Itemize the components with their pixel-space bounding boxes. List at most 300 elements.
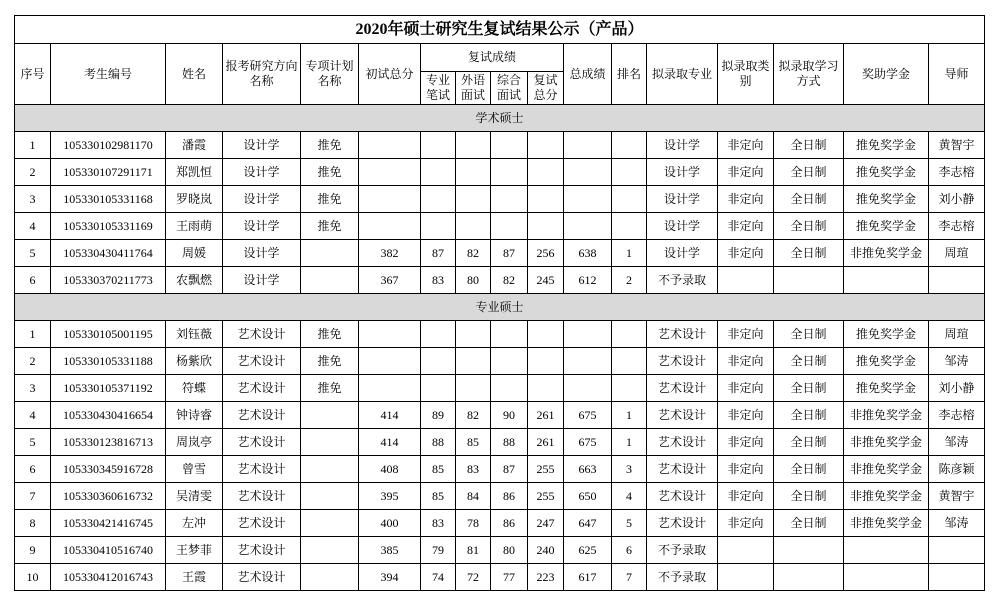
- cell-admit-major: 艺术设计: [647, 375, 718, 402]
- cell-comprehensive: 86: [491, 510, 528, 537]
- cell-tutor: 李志榕: [929, 402, 985, 429]
- cell-direction: 艺术设计: [223, 375, 301, 402]
- cell-tutor: 邹涛: [929, 510, 985, 537]
- cell-retest-total: 255: [528, 456, 564, 483]
- cell-direction: 艺术设计: [223, 321, 301, 348]
- header-initial-total: 初试总分: [359, 44, 421, 105]
- cell-initial-total: [359, 159, 421, 186]
- cell-exam-id: 105330102981170: [51, 132, 166, 159]
- cell-comprehensive: [491, 159, 528, 186]
- table-row: [15, 159, 985, 186]
- cell-admit-category: 非定向: [718, 456, 774, 483]
- cell-comprehensive: 77: [491, 564, 528, 591]
- cell-name: 吴清雯: [166, 483, 223, 510]
- cell-exam-id: 105330105331168: [51, 186, 166, 213]
- cell-exam-id: 105330360616732: [51, 483, 166, 510]
- cell-retest-total: [528, 321, 564, 348]
- cell-initial-total: 385: [359, 537, 421, 564]
- cell-rank: 2: [612, 267, 647, 294]
- cell-foreign: 85: [456, 429, 491, 456]
- cell-total: [564, 213, 612, 240]
- table-row: [15, 240, 985, 267]
- header-rank: 排名: [612, 44, 647, 105]
- cell-written: 89: [421, 402, 456, 429]
- cell-tutor: 周瑄: [929, 321, 985, 348]
- cell-admit-major: 不予录取: [647, 564, 718, 591]
- cell-foreign: 81: [456, 537, 491, 564]
- cell-scholarship: [844, 537, 929, 564]
- cell-retest-total: 247: [528, 510, 564, 537]
- table-row: [15, 429, 985, 456]
- cell-initial-total: 414: [359, 402, 421, 429]
- cell-study-mode: 全日制: [774, 321, 844, 348]
- cell-study-mode: [774, 537, 844, 564]
- cell-retest-total: [528, 159, 564, 186]
- cell-special-plan: [301, 564, 359, 591]
- table-row: [15, 564, 985, 591]
- header-special-plan: 专项计划名称: [301, 44, 359, 105]
- header-scholarship: 奖助学金: [844, 44, 929, 105]
- cell-tutor: 黄智宇: [929, 483, 985, 510]
- cell-written: 85: [421, 483, 456, 510]
- table-row: [15, 132, 985, 159]
- cell-seq: 1: [15, 321, 51, 348]
- cell-admit-category: 非定向: [718, 213, 774, 240]
- cell-scholarship: [844, 564, 929, 591]
- cell-exam-id: 105330370211773: [51, 267, 166, 294]
- cell-scholarship: 推免奖学金: [844, 186, 929, 213]
- cell-special-plan: 推免: [301, 375, 359, 402]
- cell-admit-category: 非定向: [718, 186, 774, 213]
- header-name: 姓名: [166, 44, 223, 105]
- table-row: [15, 348, 985, 375]
- table-row: [15, 510, 985, 537]
- cell-tutor: 周瑄: [929, 240, 985, 267]
- cell-scholarship: 推免奖学金: [844, 159, 929, 186]
- cell-direction: 艺术设计: [223, 510, 301, 537]
- cell-scholarship: 推免奖学金: [844, 348, 929, 375]
- header-retest-group: 复试成绩: [421, 44, 564, 72]
- cell-comprehensive: [491, 321, 528, 348]
- cell-initial-total: 367: [359, 267, 421, 294]
- table-row: [15, 267, 985, 294]
- table-row: [15, 375, 985, 402]
- cell-direction: 艺术设计: [223, 483, 301, 510]
- cell-total: [564, 132, 612, 159]
- cell-foreign: [456, 159, 491, 186]
- header-study-mode: 拟录取学习方式: [774, 44, 844, 105]
- cell-comprehensive: 90: [491, 402, 528, 429]
- cell-retest-total: 261: [528, 402, 564, 429]
- cell-tutor: 李志榕: [929, 159, 985, 186]
- cell-study-mode: [774, 564, 844, 591]
- cell-seq: 5: [15, 429, 51, 456]
- cell-direction: 设计学: [223, 186, 301, 213]
- cell-retest-total: 261: [528, 429, 564, 456]
- cell-study-mode: 全日制: [774, 483, 844, 510]
- cell-comprehensive: 87: [491, 240, 528, 267]
- cell-exam-id: 105330105331169: [51, 213, 166, 240]
- cell-admit-category: 非定向: [718, 429, 774, 456]
- cell-written: 83: [421, 267, 456, 294]
- cell-special-plan: [301, 267, 359, 294]
- cell-special-plan: [301, 537, 359, 564]
- cell-retest-total: [528, 186, 564, 213]
- cell-rank: 5: [612, 510, 647, 537]
- cell-rank: [612, 159, 647, 186]
- cell-exam-id: 105330430411764: [51, 240, 166, 267]
- cell-total: [564, 348, 612, 375]
- table-body: [15, 105, 985, 591]
- cell-admit-major: 艺术设计: [647, 456, 718, 483]
- cell-tutor: 邹涛: [929, 348, 985, 375]
- cell-tutor: 邹涛: [929, 429, 985, 456]
- cell-study-mode: 全日制: [774, 159, 844, 186]
- cell-study-mode: 全日制: [774, 186, 844, 213]
- cell-name: 周媛: [166, 240, 223, 267]
- cell-special-plan: [301, 483, 359, 510]
- cell-name: 钟诗睿: [166, 402, 223, 429]
- cell-study-mode: [774, 267, 844, 294]
- cell-comprehensive: 87: [491, 456, 528, 483]
- cell-foreign: [456, 375, 491, 402]
- cell-total: 638: [564, 240, 612, 267]
- cell-rank: 3: [612, 456, 647, 483]
- results-table: [14, 15, 985, 591]
- cell-foreign: [456, 186, 491, 213]
- cell-comprehensive: [491, 213, 528, 240]
- cell-seq: 7: [15, 483, 51, 510]
- title-row: [15, 16, 985, 44]
- cell-scholarship: 非推免奖学金: [844, 483, 929, 510]
- header-seq: 序号: [15, 44, 51, 105]
- cell-retest-total: [528, 348, 564, 375]
- cell-tutor: [929, 267, 985, 294]
- cell-direction: 设计学: [223, 240, 301, 267]
- cell-written: 87: [421, 240, 456, 267]
- cell-initial-total: [359, 348, 421, 375]
- cell-study-mode: 全日制: [774, 402, 844, 429]
- cell-written: 85: [421, 456, 456, 483]
- table-row: [15, 402, 985, 429]
- cell-exam-id: 105330105371192: [51, 375, 166, 402]
- cell-direction: 艺术设计: [223, 429, 301, 456]
- cell-name: 罗晓岚: [166, 186, 223, 213]
- cell-admit-major: 设计学: [647, 240, 718, 267]
- cell-foreign: [456, 213, 491, 240]
- cell-seq: 9: [15, 537, 51, 564]
- cell-admit-category: [718, 537, 774, 564]
- cell-admit-major: 艺术设计: [647, 483, 718, 510]
- cell-foreign: [456, 132, 491, 159]
- cell-exam-id: 105330412016743: [51, 564, 166, 591]
- header-comprehensive: 综合面试: [491, 72, 528, 105]
- cell-direction: 设计学: [223, 213, 301, 240]
- cell-seq: 4: [15, 402, 51, 429]
- cell-name: 潘霞: [166, 132, 223, 159]
- cell-study-mode: 全日制: [774, 213, 844, 240]
- cell-retest-total: [528, 375, 564, 402]
- cell-seq: 2: [15, 348, 51, 375]
- cell-scholarship: 推免奖学金: [844, 375, 929, 402]
- section-label: 学术硕士: [15, 105, 985, 132]
- cell-study-mode: 全日制: [774, 510, 844, 537]
- cell-admit-major: 艺术设计: [647, 348, 718, 375]
- header-written: 专业笔试: [421, 72, 456, 105]
- cell-admit-category: [718, 267, 774, 294]
- cell-rank: [612, 321, 647, 348]
- cell-name: 王霞: [166, 564, 223, 591]
- cell-special-plan: 推免: [301, 159, 359, 186]
- cell-admit-category: 非定向: [718, 483, 774, 510]
- cell-total: [564, 375, 612, 402]
- section-label: 专业硕士: [15, 294, 985, 321]
- cell-admit-category: 非定向: [718, 510, 774, 537]
- cell-initial-total: [359, 375, 421, 402]
- cell-special-plan: 推免: [301, 321, 359, 348]
- cell-admit-major: 艺术设计: [647, 510, 718, 537]
- cell-total: 625: [564, 537, 612, 564]
- cell-comprehensive: [491, 375, 528, 402]
- cell-special-plan: [301, 510, 359, 537]
- cell-total: 650: [564, 483, 612, 510]
- cell-comprehensive: 80: [491, 537, 528, 564]
- cell-admit-category: 非定向: [718, 348, 774, 375]
- cell-comprehensive: 82: [491, 267, 528, 294]
- cell-scholarship: 非推免奖学金: [844, 240, 929, 267]
- cell-comprehensive: 86: [491, 483, 528, 510]
- cell-name: 曾雪: [166, 456, 223, 483]
- cell-special-plan: 推免: [301, 186, 359, 213]
- cell-study-mode: 全日制: [774, 348, 844, 375]
- cell-direction: 设计学: [223, 159, 301, 186]
- cell-foreign: 80: [456, 267, 491, 294]
- table-row: [15, 483, 985, 510]
- cell-tutor: 刘小静: [929, 186, 985, 213]
- cell-total: 675: [564, 402, 612, 429]
- cell-admit-category: 非定向: [718, 159, 774, 186]
- cell-initial-total: 394: [359, 564, 421, 591]
- cell-direction: 设计学: [223, 132, 301, 159]
- cell-admit-major: 艺术设计: [647, 321, 718, 348]
- cell-exam-id: 105330107291171: [51, 159, 166, 186]
- cell-initial-total: 400: [359, 510, 421, 537]
- cell-rank: 7: [612, 564, 647, 591]
- cell-written: [421, 321, 456, 348]
- cell-comprehensive: 88: [491, 429, 528, 456]
- header-row: [15, 44, 985, 72]
- cell-direction: 设计学: [223, 267, 301, 294]
- cell-written: 88: [421, 429, 456, 456]
- cell-direction: 艺术设计: [223, 564, 301, 591]
- cell-rank: 4: [612, 483, 647, 510]
- cell-special-plan: 推免: [301, 348, 359, 375]
- header-foreign: 外语面试: [456, 72, 491, 105]
- cell-special-plan: [301, 402, 359, 429]
- cell-rank: 1: [612, 402, 647, 429]
- cell-initial-total: [359, 186, 421, 213]
- results-sheet: [14, 15, 985, 591]
- cell-admit-category: 非定向: [718, 402, 774, 429]
- cell-exam-id: 105330430416654: [51, 402, 166, 429]
- cell-retest-total: 255: [528, 483, 564, 510]
- cell-exam-id: 105330345916728: [51, 456, 166, 483]
- cell-scholarship: 非推免奖学金: [844, 402, 929, 429]
- cell-foreign: 82: [456, 402, 491, 429]
- cell-retest-total: 256: [528, 240, 564, 267]
- cell-admit-category: 非定向: [718, 321, 774, 348]
- cell-initial-total: 408: [359, 456, 421, 483]
- cell-retest-total: [528, 132, 564, 159]
- cell-retest-total: [528, 213, 564, 240]
- header-direction: 报考研究方向名称: [223, 44, 301, 105]
- cell-exam-id: 105330410516740: [51, 537, 166, 564]
- cell-admit-major: 设计学: [647, 132, 718, 159]
- cell-initial-total: 395: [359, 483, 421, 510]
- cell-initial-total: [359, 321, 421, 348]
- cell-special-plan: [301, 456, 359, 483]
- cell-scholarship: 非推免奖学金: [844, 510, 929, 537]
- cell-seq: 3: [15, 375, 51, 402]
- page-title: 2020年硕士研究生复试结果公示（产品）: [15, 16, 985, 44]
- cell-name: 郑凯恒: [166, 159, 223, 186]
- cell-admit-major: 设计学: [647, 159, 718, 186]
- cell-written: 83: [421, 510, 456, 537]
- cell-written: [421, 132, 456, 159]
- cell-special-plan: 推免: [301, 213, 359, 240]
- cell-foreign: 83: [456, 456, 491, 483]
- cell-name: 符蝶: [166, 375, 223, 402]
- cell-written: [421, 159, 456, 186]
- cell-total: [564, 186, 612, 213]
- cell-admit-category: 非定向: [718, 375, 774, 402]
- cell-name: 王雨萌: [166, 213, 223, 240]
- cell-foreign: 72: [456, 564, 491, 591]
- cell-comprehensive: [491, 186, 528, 213]
- table-row: [15, 321, 985, 348]
- cell-name: 刘钰薇: [166, 321, 223, 348]
- cell-scholarship: 非推免奖学金: [844, 429, 929, 456]
- cell-written: 79: [421, 537, 456, 564]
- cell-name: 杨紫欣: [166, 348, 223, 375]
- cell-exam-id: 105330123816713: [51, 429, 166, 456]
- cell-name: 王梦菲: [166, 537, 223, 564]
- cell-seq: 1: [15, 132, 51, 159]
- table-row: [15, 456, 985, 483]
- cell-foreign: 82: [456, 240, 491, 267]
- header-admit-major: 拟录取专业: [647, 44, 718, 105]
- cell-comprehensive: [491, 132, 528, 159]
- cell-retest-total: 240: [528, 537, 564, 564]
- cell-total: 675: [564, 429, 612, 456]
- cell-rank: [612, 375, 647, 402]
- cell-admit-major: 不予录取: [647, 267, 718, 294]
- cell-exam-id: 105330421416745: [51, 510, 166, 537]
- cell-direction: 艺术设计: [223, 537, 301, 564]
- cell-study-mode: 全日制: [774, 375, 844, 402]
- cell-rank: 1: [612, 240, 647, 267]
- cell-foreign: [456, 321, 491, 348]
- cell-direction: 艺术设计: [223, 456, 301, 483]
- cell-direction: 艺术设计: [223, 348, 301, 375]
- cell-seq: 5: [15, 240, 51, 267]
- cell-tutor: 刘小静: [929, 375, 985, 402]
- cell-rank: [612, 132, 647, 159]
- cell-seq: 6: [15, 456, 51, 483]
- cell-total: [564, 321, 612, 348]
- cell-admit-category: 非定向: [718, 132, 774, 159]
- cell-rank: 1: [612, 429, 647, 456]
- header-tutor: 导师: [929, 44, 985, 105]
- cell-special-plan: [301, 240, 359, 267]
- cell-seq: 8: [15, 510, 51, 537]
- cell-seq: 3: [15, 186, 51, 213]
- cell-comprehensive: [491, 348, 528, 375]
- cell-study-mode: 全日制: [774, 429, 844, 456]
- cell-initial-total: [359, 213, 421, 240]
- cell-exam-id: 105330105001195: [51, 321, 166, 348]
- cell-seq: 6: [15, 267, 51, 294]
- cell-admit-category: [718, 564, 774, 591]
- cell-admit-major: 不予录取: [647, 537, 718, 564]
- cell-admit-major: 设计学: [647, 186, 718, 213]
- cell-tutor: [929, 537, 985, 564]
- cell-study-mode: 全日制: [774, 132, 844, 159]
- cell-total: 612: [564, 267, 612, 294]
- cell-scholarship: 非推免奖学金: [844, 456, 929, 483]
- table-row: [15, 213, 985, 240]
- cell-total: 617: [564, 564, 612, 591]
- cell-direction: 艺术设计: [223, 402, 301, 429]
- cell-foreign: [456, 348, 491, 375]
- cell-admit-major: 艺术设计: [647, 402, 718, 429]
- cell-tutor: 陈彦颖: [929, 456, 985, 483]
- cell-scholarship: 推免奖学金: [844, 213, 929, 240]
- cell-initial-total: [359, 132, 421, 159]
- section-header-row: [15, 105, 985, 132]
- header-total: 总成绩: [564, 44, 612, 105]
- cell-name: 周岚亭: [166, 429, 223, 456]
- cell-seq: 4: [15, 213, 51, 240]
- cell-scholarship: [844, 267, 929, 294]
- cell-written: [421, 186, 456, 213]
- cell-scholarship: 推免奖学金: [844, 132, 929, 159]
- cell-tutor: 黄智宇: [929, 132, 985, 159]
- cell-tutor: 李志榕: [929, 213, 985, 240]
- cell-scholarship: 推免奖学金: [844, 321, 929, 348]
- cell-special-plan: [301, 429, 359, 456]
- table-row: [15, 186, 985, 213]
- cell-name: 左冲: [166, 510, 223, 537]
- cell-special-plan: 推免: [301, 132, 359, 159]
- cell-seq: 2: [15, 159, 51, 186]
- cell-admit-major: 设计学: [647, 213, 718, 240]
- header-admit-category: 拟录取类别: [718, 44, 774, 105]
- cell-foreign: 78: [456, 510, 491, 537]
- table-header: [15, 16, 985, 105]
- cell-total: 647: [564, 510, 612, 537]
- cell-initial-total: 382: [359, 240, 421, 267]
- header-exam-id: 考生编号: [51, 44, 166, 105]
- cell-seq: 10: [15, 564, 51, 591]
- cell-rank: [612, 348, 647, 375]
- cell-admit-category: 非定向: [718, 240, 774, 267]
- table-row: [15, 537, 985, 564]
- cell-name: 农飘燃: [166, 267, 223, 294]
- cell-retest-total: 223: [528, 564, 564, 591]
- cell-total: [564, 159, 612, 186]
- cell-study-mode: 全日制: [774, 456, 844, 483]
